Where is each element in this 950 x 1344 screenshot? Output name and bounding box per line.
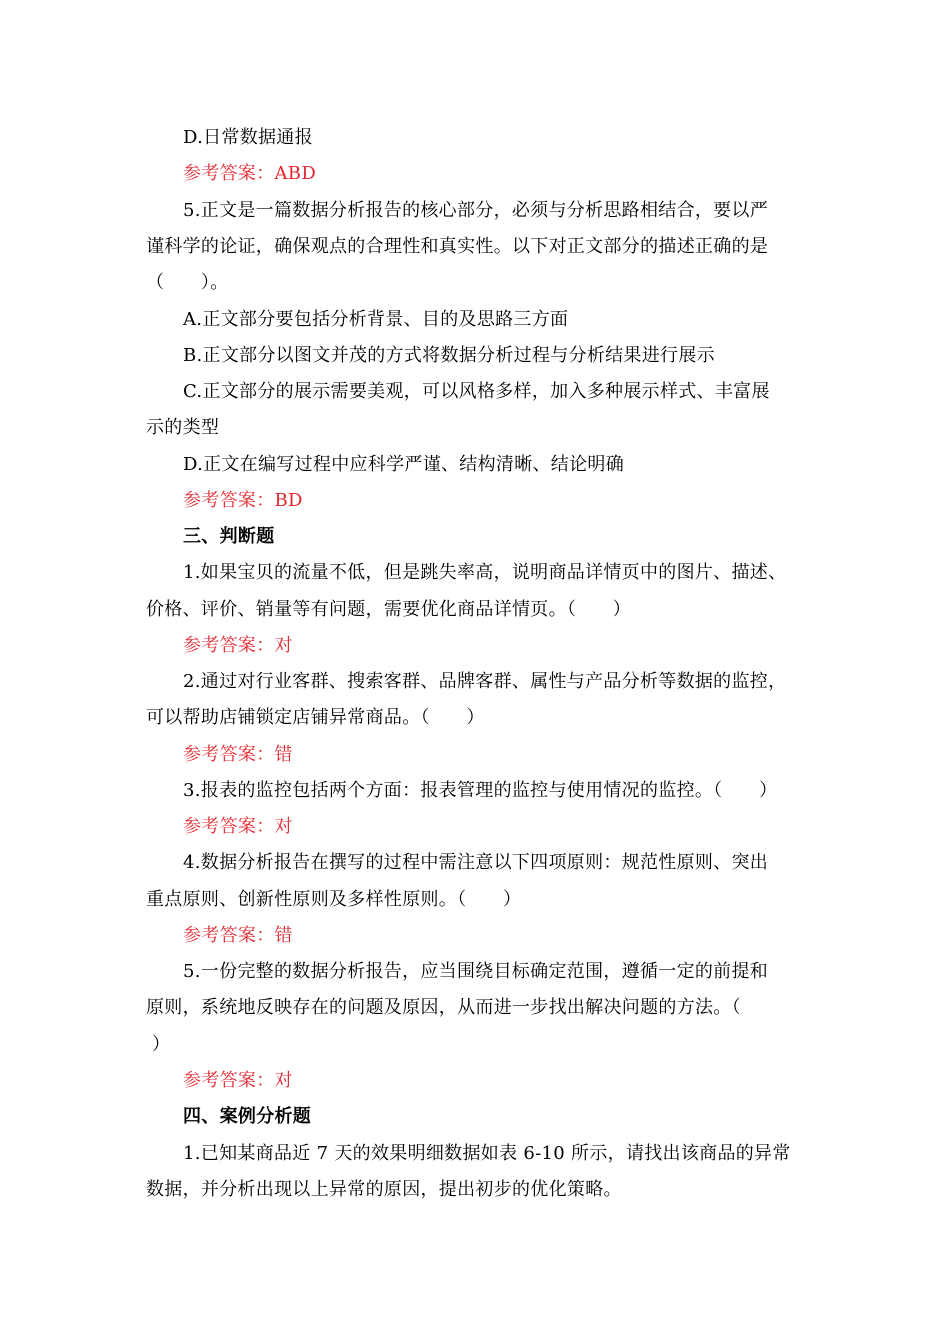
question-5-text: 5.正文是一篇数据分析报告的核心部分，必须与分析思路相结合，要以严 xyxy=(183,200,769,221)
tf-question-1: 1.如果宝贝的流量不低，但是跳失率高，说明商品详情页中的图片、描述、 xyxy=(183,562,787,583)
tf-question-5: 5.一份完整的数据分析报告，应当围绕目标确定范围，遵循一定的前提和 xyxy=(183,961,769,982)
answer-q5: 参考答案：BD xyxy=(183,490,303,511)
tf-question-3: 3.报表的监控包括两个方面：报表管理的监控与使用情况的监控。（ ） xyxy=(183,780,778,801)
question-5-text-cont: 谨科学的论证，确保观点的合理性和真实性。以下对正文部分的描述正确的是 xyxy=(146,236,769,257)
tf-question-5-cont: 原则，系统地反映存在的问题及原因，从而进一步找出解决问题的方法。（ xyxy=(146,997,741,1018)
tf-question-2: 2.通过对行业客群、搜索客群、品牌客群、属性与产品分析等数据的监控， xyxy=(183,671,787,692)
tf-answer-3: 参考答案：对 xyxy=(183,816,293,837)
tf-answer-5: 参考答案：对 xyxy=(183,1070,293,1091)
tf-question-4-cont: 重点原则、创新性原则及多样性原则。（ ） xyxy=(146,889,522,910)
tf-question-4: 4.数据分析报告在撰写的过程中需注意以下四项原则：规范性原则、突出 xyxy=(183,852,769,873)
option-a: A.正文部分要包括分析背景、目的及思路三方面 xyxy=(183,309,569,330)
section-heading-case-analysis: 四、案例分析题 xyxy=(183,1106,312,1127)
option-d: D.正文在编写过程中应科学严谨、结构清晰、结论明确 xyxy=(183,454,625,475)
answer-q4: 参考答案：ABD xyxy=(183,163,317,184)
question-5-blank: （ ）。 xyxy=(146,272,229,293)
tf-question-2-cont: 可以帮助店铺锁定店铺异常商品。（ ） xyxy=(146,707,485,728)
section-heading-true-false: 三、判断题 xyxy=(183,526,275,547)
option-c-cont: 示的类型 xyxy=(146,417,220,438)
option-d-daily-report: D.日常数据通报 xyxy=(183,127,313,148)
case-question-1-cont: 数据，并分析出现以上异常的原因，提出初步的优化策略。 xyxy=(146,1179,622,1200)
tf-answer-1: 参考答案：对 xyxy=(183,635,293,656)
option-b: B.正文部分以图文并茂的方式将数据分析过程与分析结果进行展示 xyxy=(183,345,715,366)
tf-question-5-blank: ） xyxy=(152,1034,171,1055)
tf-answer-4: 参考答案：错 xyxy=(183,925,293,946)
case-question-1: 1.已知某商品近 7 天的效果明细数据如表 6-10 所示，请找出该商品的异常 xyxy=(183,1143,791,1164)
tf-answer-2: 参考答案：错 xyxy=(183,744,293,765)
tf-question-1-cont: 价格、评价、销量等有问题，需要优化商品详情页。（ ） xyxy=(146,599,632,620)
option-c: C.正文部分的展示需要美观，可以风格多样，加入多种展示样式、丰富展 xyxy=(183,381,770,402)
